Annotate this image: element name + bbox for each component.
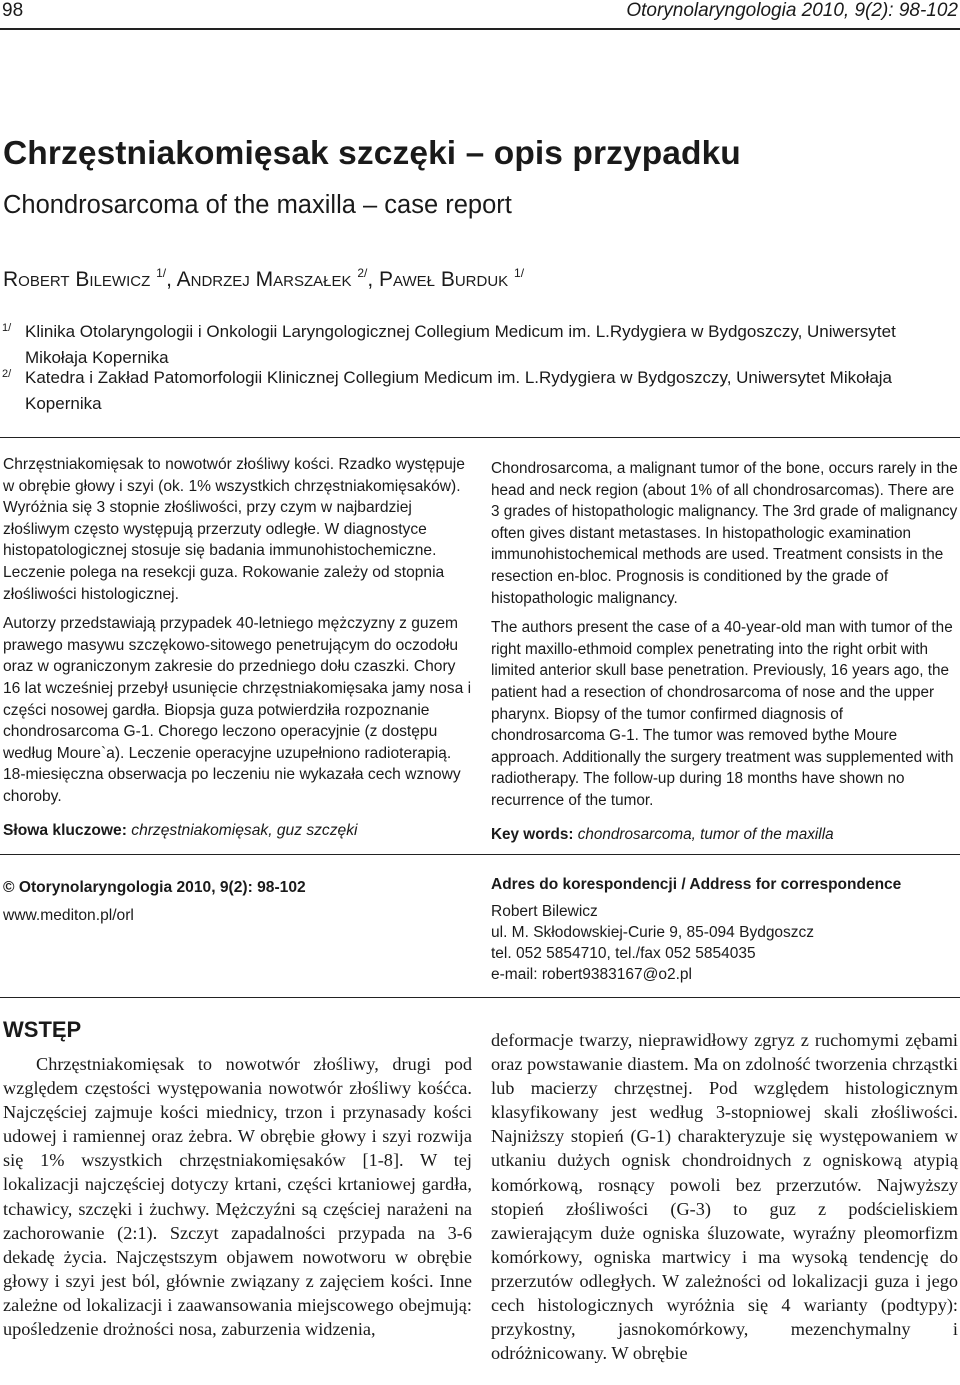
authors-line: Robert Bilewicz $^{1/}$, Andrzej Marszałek $^{2/}$, Paweł Burduk $^{1/}$ <box>3 266 525 291</box>
section-heading: WSTĘP <box>3 1017 82 1042</box>
title-polish: Chrzęstniakomięsak szczęki – opis przypadku <box>3 135 741 172</box>
keywords-text: chrzęstniakomięsak, guz szczęki <box>131 821 358 839</box>
copyright-line: © Otorynolaryngologia 2010, 9(2): 98-102 <box>3 879 306 896</box>
publication-info <box>3 874 306 930</box>
divider <box>0 997 960 998</box>
author-affiliation: 2/ <box>357 266 368 280</box>
divider <box>0 437 960 438</box>
abstract-paragraph: The authors present the case of a 40-year-old man with tumor of the right maxillo-ethmoid complex penetrating into the right orbit with limited anterior skull base penetration. Previously, 16 years ago, the patient had a resection of chondrosarcoma of nose and the upper pharynx. Biopsy of the tumor confirmed diagnosis of chondrosarcoma G-1. The tumor was removed bythe Moure approach. Additionally the surgery treatment was supplemented with radiotherapy. The follow-up during 18 months have shown no recurrence of the tumor. <box>491 619 954 809</box>
keywords <box>3 820 473 842</box>
body-text-left: Chrzęstniakomięsak to nowotwór złośliwy, drugi pod względem częstości występowania nowotwór złośliwy kośćca. Najczęściej zajmuje kości miednicy, trzon i przynasady kości udowej i ramiennej oraz żebra. W obrębie głowy i szyi rozwija się 1% wszystkich chrzęstniakomięsaków [1-8]. W tej lokalizacji najczęściej dotyczy krtani, części krtaniowej gardła, tchawicy, szczęki i żuchwy. Mężczyźni są częściej narażeni na zachorowanie (2:1). Szczyt zapadalności przypada na 3-6 dekadę życia. Najczęstszym objawem nowotworu w obrębie głowy i szyi jest ból, głównie związany z zajęciem kości. Inne zależne od lokalizacji i zaawansowania miejscowego obejmują: upośledzenie drożności nosa, zaburzenia widzenia, <box>3 1054 472 1340</box>
affiliation-text: Klinika Otolaryngologii i Onkologii Laryngologicznej Collegium Medicum im. L.Rydygiera w Bydgoszczy, Uniwersytet Mikołaja Kopernika <box>25 322 896 367</box>
affiliation <box>0 365 955 417</box>
website-link[interactable]: www.mediton.pl/orl <box>3 907 134 924</box>
divider <box>0 854 960 855</box>
keywords-label: Key words: <box>491 825 574 843</box>
body-text-right: deformacje twarzy, nieprawidłowy zgryz z ruchomymi zębami oraz powstawanie diastem. Ma on zdolność tworzenia chrząstki lub macierzy chrzęstnej. Pod względem histologicznym klasyfikowany jest według 3-stopniowej skali złośliwości. Najniższy stopień (G-1) charakteryzuje się występowaniem w utkaniu dużych ognisk chondroidnych z ogniskową atypią komórkową, rosnący powoli bez przerzutów. Najwyższy stopień złośliwości (G-3) to guz z podścieliskiem zawierającym duże ogniska śluzowate, wyraźny pleomorfizm komórkowy, ogniska martwicy i ma wysoką tendencję do przerzutów odległych. W zależności od lokalizacji guza i jego cech histologicznych wyróżnia się 4 warianty (podtypy): przykostny, jasnokomórkowy, mezenchymalny i odróżnicowany. W obrębie <box>491 1030 958 1364</box>
affiliation-number: 1/ <box>2 322 12 334</box>
affiliation-text: Katedra i Zakład Patomorfologii Klinicznej Collegium Medicum im. L.Rydygiera w Bydgoszczy, Uniwersytet Mikołaja Kopernika <box>25 368 893 413</box>
correspondence-phone: tel. 052 5854710, tel./fax 052 5854035 <box>491 945 756 962</box>
page-number: 98 <box>2 0 24 21</box>
correspondence-block <box>491 874 901 985</box>
correspondence-street: ul. M. Skłodowskiej-Curie 9, 85-094 Bydgoszcz <box>491 924 815 941</box>
correspondence-name: Robert Bilewicz <box>491 903 598 920</box>
journal-reference: Otorynolaryngologia 2010, 9(2): 98-102 <box>626 0 958 21</box>
author-name: Andrzej Marszałek <box>176 268 352 291</box>
keywords-label: Słowa kluczowe: <box>3 821 127 839</box>
author-name: Paweł Burduk <box>379 268 509 291</box>
author-affiliation: 1/ <box>514 266 525 280</box>
correspondence-email[interactable]: e-mail: robert9383167@o2.pl <box>491 966 692 983</box>
affiliation-number: 2/ <box>2 368 12 380</box>
abstract-paragraph: Chrzęstniakomięsak to nowotwór złośliwy kości. Rzadko występuje w obrębie głowy i szyi (ok. 1% wszystkich chrzęstniakomięsaków). Wyróżnia się 3 stopnie złośliwości, przy czym w najbardziej złośliwym często występują przerzuty odległe. W diagnostyce histopatologicznej stosuje się badania immunohistochemiczne. Leczenie polega na resekcji guza. Rokowanie zależy od stopnia złośliwości histologicznej. <box>3 456 465 603</box>
page-header <box>0 0 960 30</box>
abstract-polish <box>3 454 473 849</box>
author-name: Robert Bilewicz <box>3 268 151 291</box>
affiliation <box>0 319 955 371</box>
keywords <box>491 824 958 846</box>
author-affiliation: 1/ <box>156 266 167 280</box>
abstract-paragraph: Autorzy przedstawiają przypadek 40-letniego mężczyzny z guzem prawego masywu szczękowo-sitowego penetrującym do oczodołu oraz w ograniczonym zakresie do przedniego dołu czaszki. Chory 16 lat wcześniej przebył usunięcie chrzęstniakomięsaka jamy nosa i części nosowej gardła. Biopsja guza potwierdziła rozpoznanie chondrosarcoma G-1. Chorego leczono operacyjnie (z dostępu według Moure`a). Leczenie operacyjne uzupełniono radioterapią. 18-miesięczna obserwacja po leczeniu nie wykazała cech wznowy choroby. <box>3 615 472 805</box>
abstract-english <box>491 458 958 853</box>
abstract-paragraph: Chondrosarcoma, a malignant tumor of the bone, occurs rarely in the head and neck region (about 1% of all chondrosarcomas). There are 3 grades of histopathologic malignancy. The 3rd grade of malignancy often gives distant metastases. In histopathologic examination immunohistochemical methods are used. Treatment consists in the resection en-bloc. Prognosis is conditioned by the grade of histopathologic malignancy. <box>491 460 958 607</box>
keywords-text: chondrosarcoma, tumor of the maxilla <box>577 825 834 843</box>
correspondence-heading: Adres do korespondencji / Address for correspondence <box>491 876 902 893</box>
title-english: Chondrosarcoma of the maxilla – case report <box>3 191 512 219</box>
